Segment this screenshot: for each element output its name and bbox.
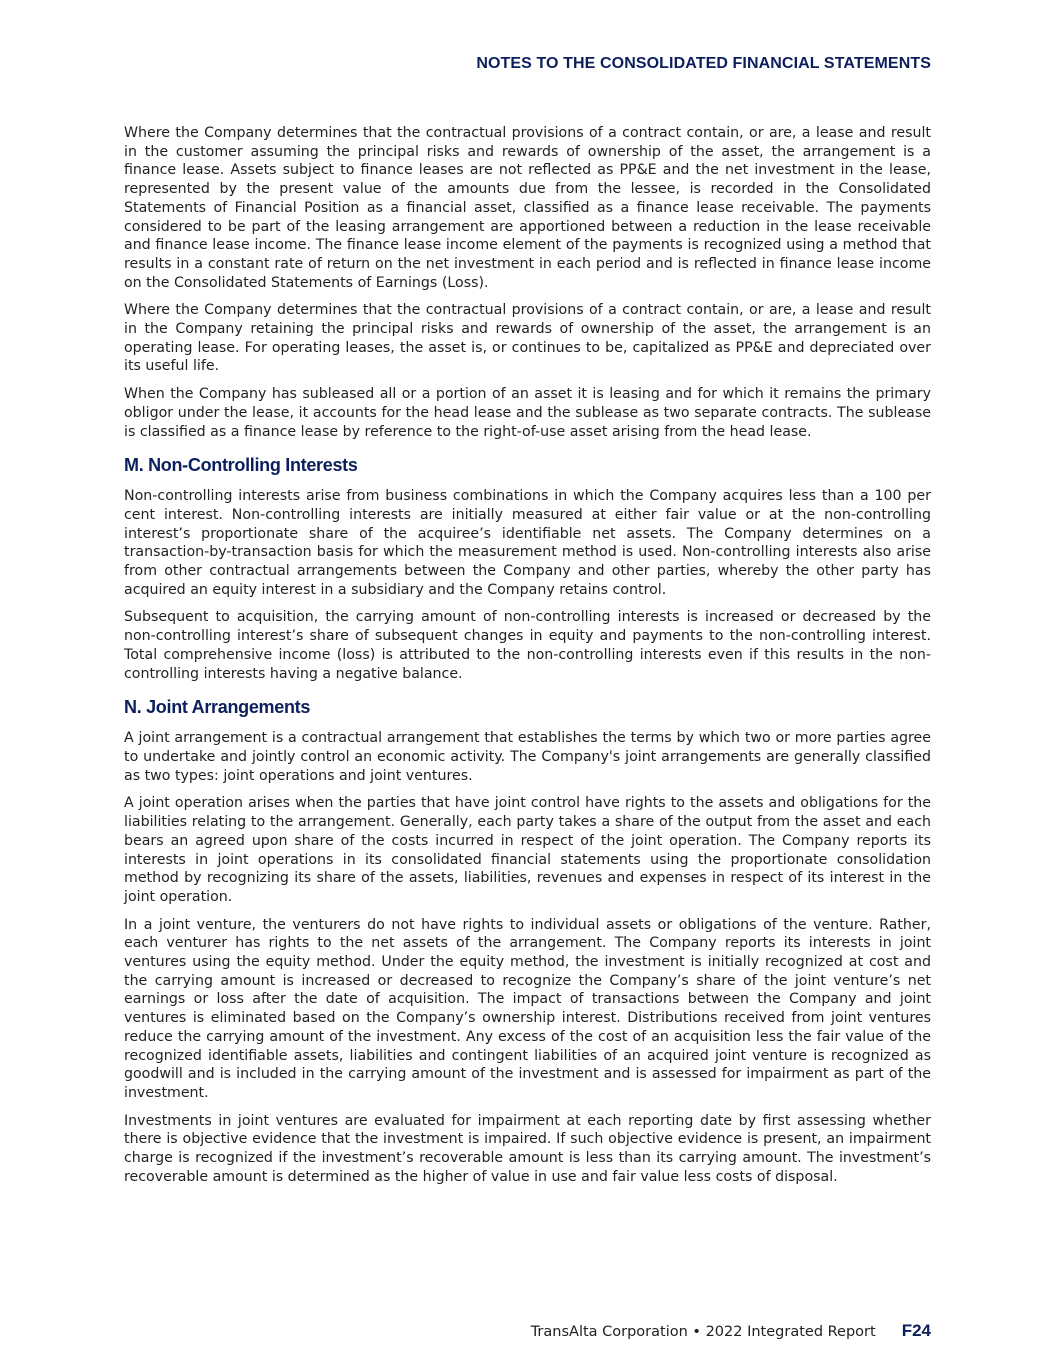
page-header-title: NOTES TO THE CONSOLIDATED FINANCIAL STATEMENTS bbox=[476, 55, 931, 72]
page-footer bbox=[531, 1321, 931, 1341]
lease-paragraph-3: When the Company has subleased all or a portion of an asset it is leasing and for which it remains the primary obligor under the lease, it accounts for the head lease and the sublease as two separate contracts. The sublease is classified as a finance lease by reference to the right-of-use asset arising from the head lease. bbox=[124, 386, 931, 440]
joint-arrangements-paragraph-3: In a joint venture, the venturers do not have rights to individual assets or obligations of the venture. Rather, each venturer has rights to the net assets of the arrangement. The Company reports its interests in joint ventures using the equity method. Under the equity method, the investment is initially recognized at cost and the carrying amount is increased or decreased to recognize the Company’s share of the joint venture’s net earnings or loss after the date of acquisition. The impact of transactions between the Company and joint ventures is eliminated based on the Company’s ownership interest. Distributions received from joint ventures reduce the carrying amount of the investment. Any excess of the cost of an acquisition less the fair value of the recognized identifiable assets, liabilities and contingent liabilities of an acquired joint venture is recognized as goodwill and is included in the carrying amount of the investment and is assessed for impairment as part of the investment. bbox=[124, 916, 931, 1101]
joint-arrangements-paragraph-2: A joint operation arises when the parties that have joint control have rights to the assets and obligations for the liabilities relating to the arrangement. Generally, each party takes a share of the output from the asset and each bears an agreed upon share of the costs incurred in respect of the joint operation. The Company reports its interests in joint operations in its consolidated financial statements using the proportionate consolidation method by recognizing its share of the assets, liabilities, revenues and expenses in respect of its interest in the joint operation. bbox=[124, 795, 931, 905]
section-heading-joint-arrangements: N. Joint Arrangements bbox=[124, 697, 311, 718]
lease-paragraph-1: Where the Company determines that the contractual provisions of a contract contain, or are, a lease and result in the customer assuming the principal risks and rewards of ownership of the asset, the arrangement is a finance lease. Assets subject to finance leases are not reflected as PP&E and the net investment in the lease, represented by the present value of the amounts due from the lessee, is recorded in the Consolidated Statements of Financial Position as a financial asset, classified as a finance lease receivable. The payments considered to be part of the leasing arrangement are apportioned between a reduction in the lease receivable and finance lease income. The finance lease income element of the payments is recognized using a method that results in a constant rate of return on the net investment in each period and is reflected in finance lease income on the Consolidated Statements of Earnings (Loss). bbox=[124, 125, 931, 291]
joint-arrangements-paragraph-4: Investments in joint ventures are evaluated for impairment at each reporting date by first assessing whether there is objective evidence that the investment is impaired. If such objective evidence is present, an impairment charge is recognized if the investment’s recoverable amount is less than its carrying amount. The investment’s recoverable amount is determined as the higher of value in use and fair value less costs of disposal. bbox=[124, 1112, 931, 1185]
non-controlling-paragraph-1: Non-controlling interests arise from business combinations in which the Company acquires less than a 100 per cent interest. Non-controlling interests are initially measured at either fair value or at the non-controlling interest’s proportionate share of the acquiree’s identifiable net assets. The Company determines on a transaction-by-transaction basis for which the measurement method is used. Non-controlling interests also arise from other contractual arrangements between the Company and other parties, whereby the other party has acquired an equity interest in a subsidiary and the Company retains control. bbox=[124, 488, 931, 598]
section-heading-non-controlling-interests: M. Non-Controlling Interests bbox=[124, 455, 358, 476]
document-body bbox=[124, 124, 931, 1195]
lease-paragraph-2: Where the Company determines that the contractual provisions of a contract contain, or are, a lease and result in the Company retaining the principal risks and rewards of ownership of the asset, the arrangement is an operating lease. For operating leases, the asset is, or continues to be, capitalized as PP&E and depreciated over its useful life. bbox=[124, 302, 931, 375]
non-controlling-paragraph-2: Subsequent to acquisition, the carrying amount of non-controlling interests is increased or decreased by the non-controlling interest’s share of subsequent changes in equity and payments to the non-controlling interest. Total comprehensive income (loss) is attributed to the non-controlling interests even if this results in the non-controlling interests having a negative balance. bbox=[124, 609, 931, 682]
footer-report-title: TransAlta Corporation • 2022 Integrated Report bbox=[530, 1324, 876, 1340]
joint-arrangements-paragraph-1: A joint arrangement is a contractual arrangement that establishes the terms by which two or more parties agree to undertake and jointly control an economic activity. The Company's joint arrangements are generally classified as two types: joint operations and joint ventures. bbox=[124, 730, 931, 784]
page-number: F24 bbox=[901, 1321, 931, 1340]
